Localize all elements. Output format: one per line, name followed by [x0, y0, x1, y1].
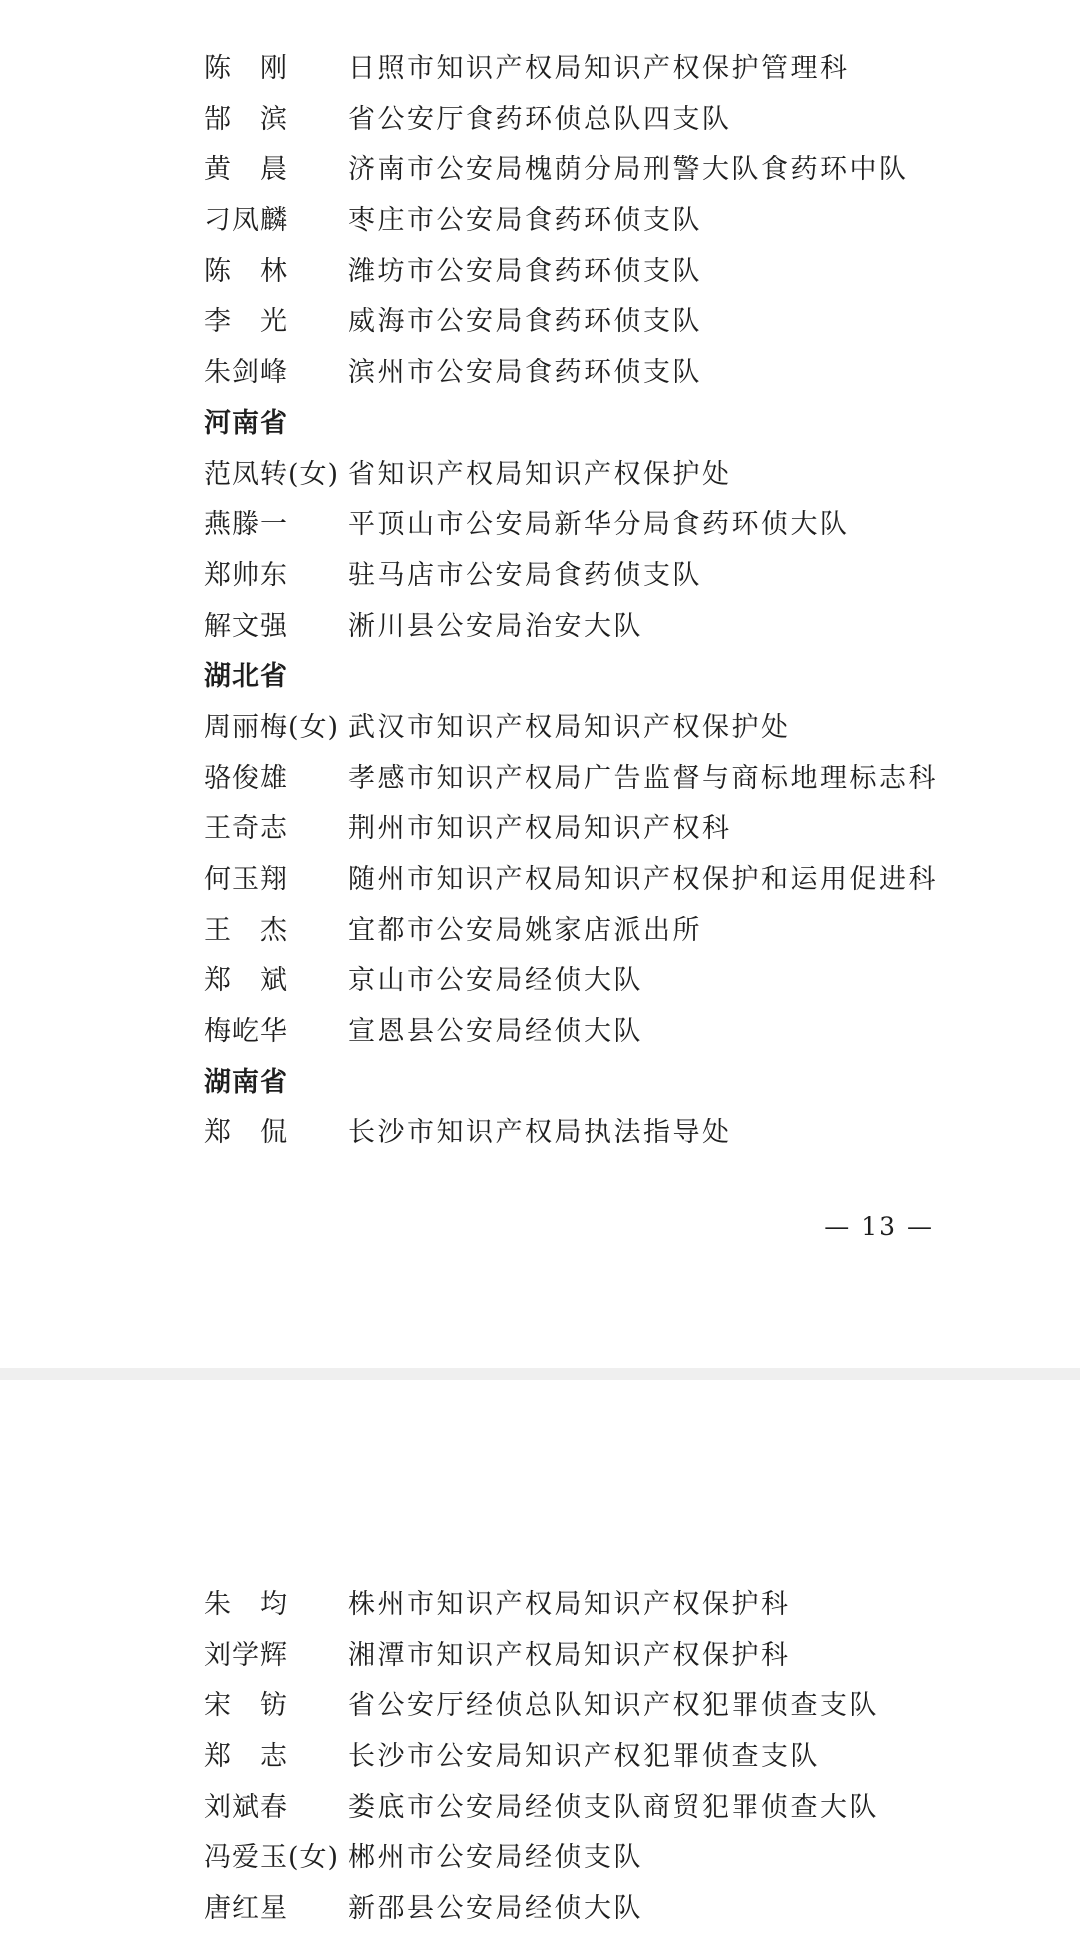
list-item	[204, 348, 1004, 399]
person-name: 解文强	[204, 610, 288, 642]
organization: 长沙市知识产权局执法指导处	[348, 1117, 732, 1149]
person-name: 唐红星	[204, 1893, 288, 1925]
list-item	[204, 1884, 1004, 1935]
award-list	[204, 44, 1004, 1159]
list-item	[204, 754, 1004, 805]
person-name: 朱剑峰	[204, 357, 288, 389]
person-name: 刘斌春	[204, 1791, 288, 1823]
person-name: 郑 志	[204, 1741, 288, 1773]
organization: 荆州市知识产权局知识产权科	[348, 813, 732, 845]
organization: 随州市知识产权局知识产权保护和运用促进科	[348, 864, 938, 895]
organization: 驻马店市公安局食药侦支队	[348, 559, 702, 591]
organization: 省公安厅经侦总队知识产权犯罪侦查支队	[348, 1690, 879, 1722]
person-name: 刘学辉	[204, 1639, 288, 1671]
person-name: 范凤转(女)	[204, 458, 340, 490]
organization: 株州市知识产权局知识产权保护科	[348, 1589, 791, 1620]
person-name: 宋 钫	[204, 1690, 288, 1722]
organization: 日照市知识产权局知识产权保护管理科	[348, 53, 850, 84]
list-item	[204, 1833, 1004, 1884]
page-separator	[0, 1368, 1080, 1380]
person-name: 燕滕一	[204, 509, 288, 541]
list-item	[204, 1783, 1004, 1834]
list-item	[204, 906, 1004, 957]
person-name: 王 杰	[204, 914, 288, 946]
person-name: 陈 刚	[204, 53, 288, 84]
organization: 省公安厅食药环侦总队四支队	[348, 103, 732, 135]
person-name: 郑 侃	[204, 1117, 288, 1149]
list-item	[204, 1007, 1004, 1058]
person-name: 李 光	[204, 306, 288, 338]
organization: 省知识产权局知识产权保护处	[348, 458, 732, 490]
list-item	[204, 450, 1004, 501]
list-item	[204, 1681, 1004, 1732]
document-page-14	[0, 1380, 1080, 1940]
organization: 武汉市知识产权局知识产权保护处	[348, 711, 791, 743]
award-list	[204, 1580, 1004, 1935]
organization: 京山市公安局经侦大队	[348, 965, 643, 997]
province-heading: 湖南省	[204, 1066, 288, 1098]
list-item	[204, 1108, 1004, 1159]
organization: 滨州市公安局食药环侦支队	[348, 357, 702, 389]
organization: 新邵县公安局经侦大队	[348, 1893, 643, 1925]
organization: 济南市公安局槐荫分局刑警大队食药环中队	[348, 154, 909, 186]
list-item	[204, 500, 1004, 551]
list-item	[204, 247, 1004, 298]
province-heading: 湖北省	[204, 661, 288, 693]
list-item	[204, 44, 1004, 95]
organization: 孝感市知识产权局广告监督与商标地理标志科	[348, 762, 938, 794]
organization: 潍坊市公安局食药环侦支队	[348, 255, 702, 287]
list-item	[204, 1580, 1004, 1631]
organization: 娄底市公安局经侦支队商贸犯罪侦查大队	[348, 1791, 879, 1823]
person-name: 梅屹华	[204, 1016, 288, 1048]
list-item	[204, 703, 1004, 754]
person-name: 朱 均	[204, 1589, 288, 1620]
person-name: 王奇志	[204, 813, 288, 845]
organization: 枣庄市公安局食药环侦支队	[348, 205, 702, 237]
organization: 威海市公安局食药环侦支队	[348, 306, 702, 338]
list-item	[204, 956, 1004, 1007]
person-name: 何玉翔	[204, 864, 288, 895]
person-name: 郑 斌	[204, 965, 288, 997]
organization: 郴州市公安局经侦支队	[348, 1842, 643, 1874]
person-name: 刁凤麟	[204, 205, 288, 237]
list-item	[204, 1631, 1004, 1682]
person-name: 冯爱玉(女)	[204, 1842, 340, 1874]
list-item	[204, 196, 1004, 247]
organization: 淅川县公安局治安大队	[348, 610, 643, 642]
person-name: 郜 滨	[204, 103, 288, 135]
organization: 湘潭市知识产权局知识产权保护科	[348, 1639, 791, 1671]
person-name: 黄 晨	[204, 154, 288, 186]
list-item	[204, 602, 1004, 653]
list-item	[204, 297, 1004, 348]
province-heading: 河南省	[204, 407, 288, 439]
person-name: 骆俊雄	[204, 762, 288, 794]
list-item	[204, 95, 1004, 146]
organization: 宜都市公安局姚家店派出所	[348, 914, 702, 946]
organization: 平顶山市公安局新华分局食药环侦大队	[348, 509, 850, 541]
person-name: 周丽梅(女)	[204, 711, 340, 743]
list-item	[204, 804, 1004, 855]
list-item	[204, 855, 1004, 906]
organization: 长沙市公安局知识产权犯罪侦查支队	[348, 1741, 820, 1773]
list-item	[204, 1732, 1004, 1783]
page-number: — 13 —	[824, 1212, 934, 1241]
list-item	[204, 551, 1004, 602]
organization: 宣恩县公安局经侦大队	[348, 1016, 643, 1048]
list-item	[204, 145, 1004, 196]
person-name: 郑帅东	[204, 559, 288, 591]
person-name: 陈 林	[204, 255, 288, 287]
